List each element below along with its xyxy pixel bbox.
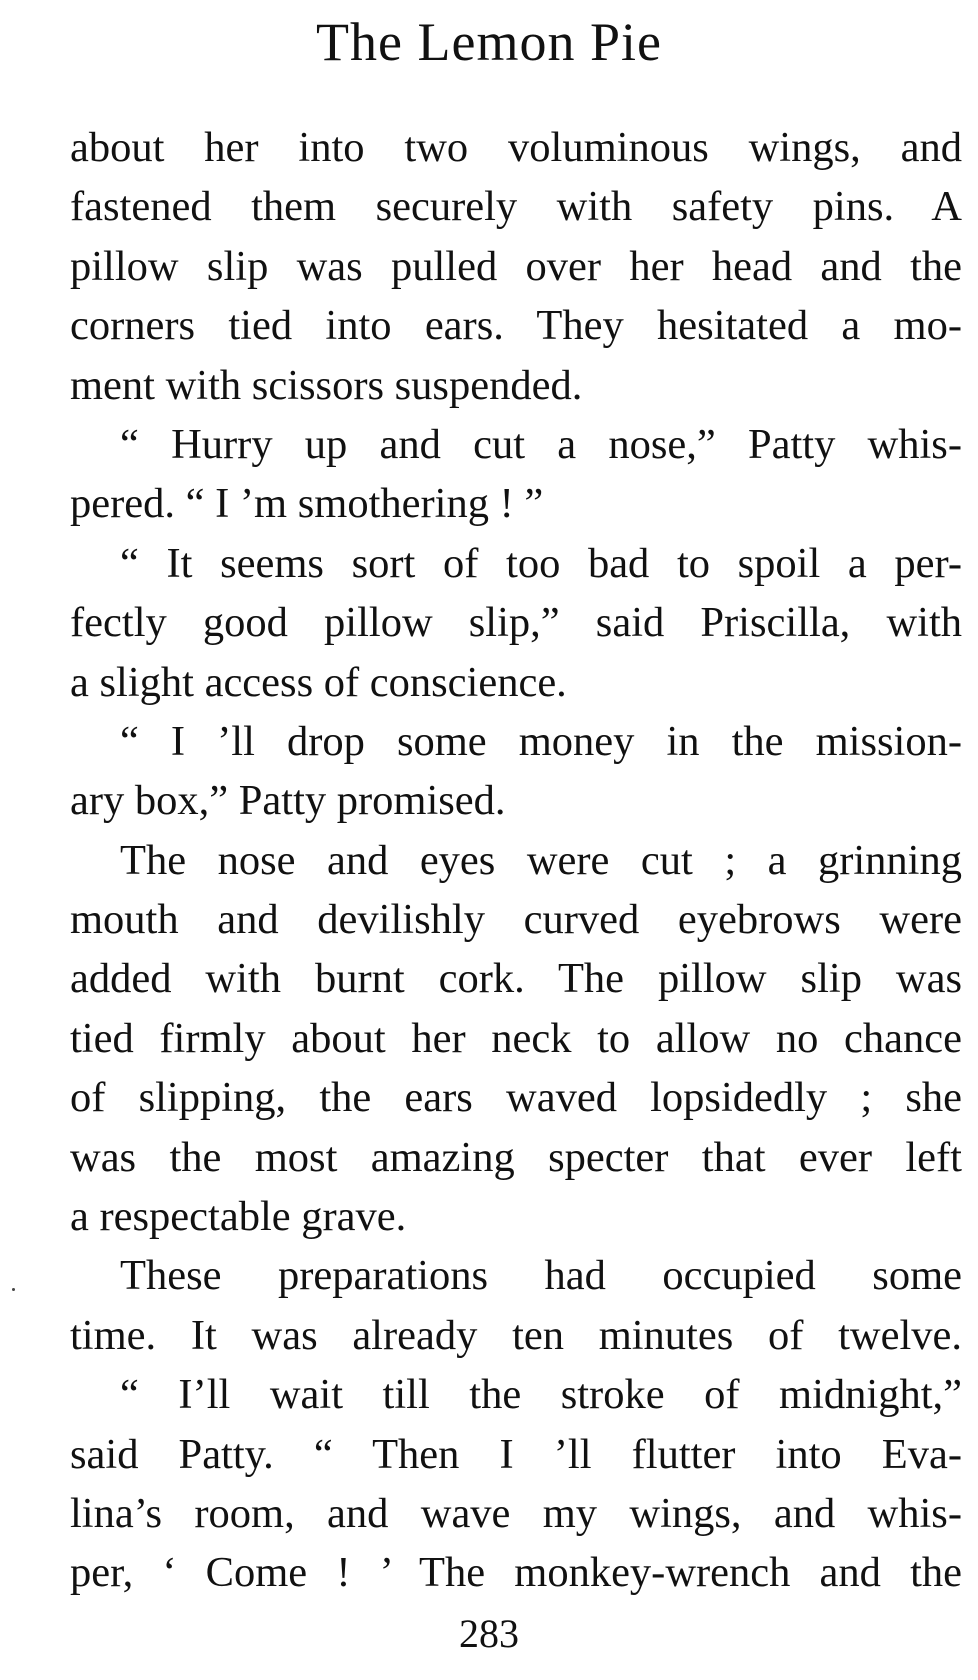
text-line: “ I’ll wait till the stroke of midnight,” [120,1371,962,1419]
text-line: per, ‘ Come ! ’ The monkey-wrench and the [70,1549,962,1597]
body-text [70,118,962,1603]
page-number: 283 [459,1611,519,1656]
text-line: said Patty. “ Then I ’ll flutter into Eva- [70,1430,962,1478]
text-line: about her into two voluminous wings, and [70,124,962,171]
text-line: mouth and devilishly curved eyebrows were [70,896,962,944]
text-line: of slipping, the ears waved lopsidedly ; she [70,1074,962,1122]
margin-speck [12,1288,15,1291]
text-line: added with burnt cork. The pillow slip was [70,955,962,1003]
text-line: pered. “ I ’m smothering ! ” [70,480,544,528]
text-line: These preparations had occupied some [120,1252,962,1300]
text-line: “ It seems sort of too bad to spoil a per- [120,539,962,587]
text-line: ment with scissors suspended. [70,361,583,409]
text-line: The nose and eyes were cut ; a grinning [120,836,962,884]
text-line: fectly good pillow slip,” said Priscilla, with [70,599,962,647]
text-line: tied firmly about her neck to allow no chance [70,1014,962,1062]
running-head-title: The Lemon Pie [316,12,662,72]
text-line: was the most amazing specter that ever left [70,1133,962,1181]
text-line: a respectable grave. [70,1193,407,1241]
text-line: corners tied into ears. They hesitated a mo- [70,302,962,350]
text-line: time. It was already ten minutes of twelve. [70,1311,962,1359]
text-line: ary box,” Patty promised. [70,777,506,825]
text-line: lina’s room, and wave my wings, and whis- [70,1489,962,1537]
text-line: “ I ’ll drop some money in the mission- [120,717,962,765]
text-line: a slight access of conscience. [70,658,567,706]
text-line: fastened them securely with safety pins. A [70,183,962,231]
text-line: “ Hurry up and cut a nose,” Patty whis- [120,420,962,468]
text-line: pillow slip was pulled over her head and the [70,242,962,290]
